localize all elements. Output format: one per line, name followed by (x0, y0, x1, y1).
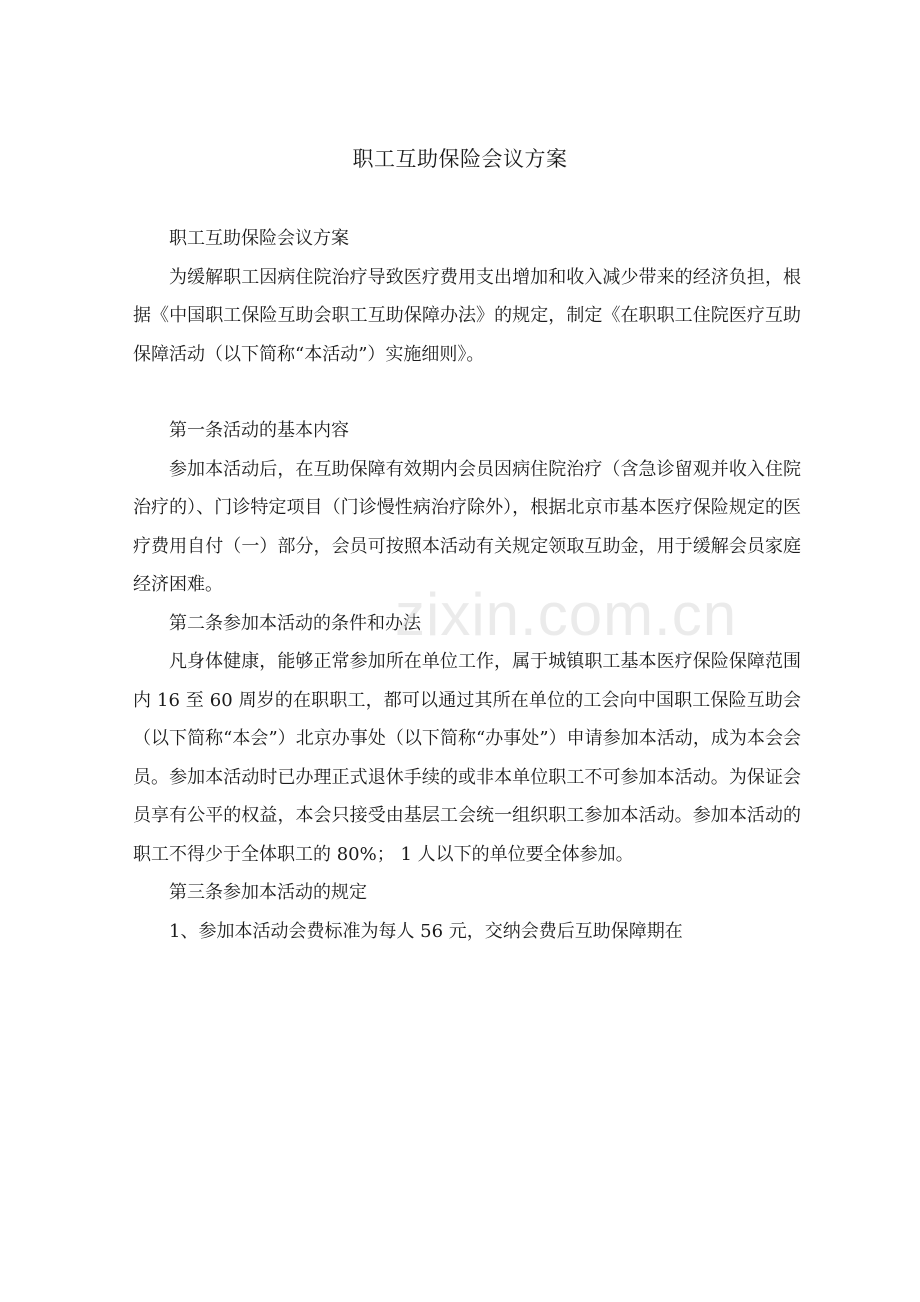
article-one-heading: 第一条活动的基本内容 (169, 420, 349, 441)
document-title: 职工互助保险会议方案 (352, 147, 568, 171)
article-three-heading: 第三条参加本活动的规定 (169, 882, 367, 903)
watermark: zixin.com.cn (395, 581, 738, 648)
subtitle-paragraph: 职工互助保险会议方案 (169, 228, 349, 249)
article-three-item-1: 1、参加本活动会费标准为每人 56 元，交纳会费后互助保障期在 (169, 920, 683, 942)
document-body (133, 220, 801, 951)
article-two-heading: 第二条参加本活动的条件和办法 (169, 612, 421, 634)
article-two-paragraph: 凡身体健康，能够正常参加所在单位工作，属于城镇职工基本医疗保险保障范围内 16 至 60 周岁的在职职工，都可以通过其所在单位的工会向中国职工保险互助会（以下简称“本会”）北京办事处（以下简称“办事处”）申请参加本活动，成为本会会员。参加本活动时已办理正式退休手续的或非本单位职工不可参加本活动。为保证会员享有公平的权益，本会只接受由基层工会统一组织职工参加本活动。参加本活动的职工不得少于全体职工的 80%； 1 人以下的单位要全体参加。 (133, 651, 801, 865)
intro-paragraph: 为缓解职工因病住院治疗导致医疗费用支出增加和收入减少带来的经济负担，根据《中国职工保险互助会职工互助保障办法》的规定，制定《在职职工住院医疗互助保障活动（以下简称“本活动”）实施细则》。 (133, 266, 801, 365)
article-one-paragraph: 参加本活动后，在互助保障有效期内会员因病住院治疗（含急诊留观并收入住院治疗的）、门诊特定项目（门诊慢性病治疗除外），根据北京市基本医疗保险规定的医疗费用自付（一）部分，会员可按照本活动有关规定领取互助金，用于缓解会员家庭经济困难。 (133, 458, 801, 595)
